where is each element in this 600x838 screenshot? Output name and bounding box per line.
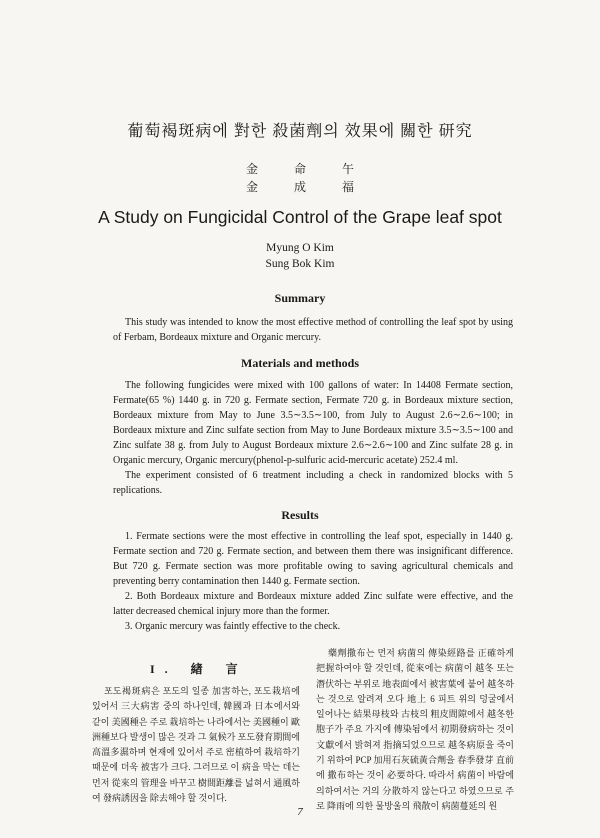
- page-number: 7: [297, 806, 303, 818]
- korean-title: 葡萄褐斑病에 對한 殺菌劑의 效果에 關한 研究: [127, 123, 473, 140]
- result-item: 2. Both Bordeaux mixture and Bordeaux mixture added Zinc sulfate were effective, and the latter decreased chemical injury more than the former.: [113, 591, 513, 617]
- korean-author-1: [0, 160, 600, 178]
- english-authors: [0, 240, 600, 272]
- result-item: 3. Organic mercury was faintly effective to the check.: [125, 621, 341, 632]
- intro-paragraph: 藥劑撒布는 먼저 病菌의 傳染經路를 正確하게 把握하여야 할 것인데, 從來에는 病菌이 越冬 또는 潛伏하는 부위로 地表面에서 被害葉에 붙어 越冬하는 것으로 알려져 오다 地上 6 피트 위의 덩굴에서 일어나는 結果母枝와 古枝의 粗皮間隙에서 越冬한 胞子가 주요 가지에 傳染됨에서 初期發病하는 것이 文獻에서 밝혀져 指摘되었으므로 越冬病原을 죽이기 위하여 PCP 加用石灰硫黃合劑을 春季發芽 直前에 撒布하는 것이 必要하다. 따라서 病菌이 바람에 의하여서는 거의 分散하지 않는다고 하였으므로 주로 降雨에 의한 물방울의 飛散이 病菌蔓延의 원: [316, 648, 514, 811]
- results-heading: Results: [281, 508, 319, 522]
- materials-paragraph: The experiment consisted of 6 treatment including a check in randomized blocks with 5 replications.: [113, 470, 513, 496]
- intro-right-column: [316, 646, 514, 814]
- summary-paragraph: This study was intended to know the most effective method of controlling the leaf spot by using of Ferbam, Bordeaux mixture and Organic mercury.: [113, 317, 513, 343]
- author-name: Sung Bok Kim: [265, 258, 335, 270]
- english-title: A Study on Fungicidal Control of the Grape leaf spot: [98, 207, 502, 227]
- korean-author-2: [0, 178, 600, 196]
- intro-paragraph: 포도褐斑病은 포도의 일종 加害하는, 포도栽培에 있어서 三大病害 중의 하나인데, 韓國과 日本에서와 같이 美國種은 주로 栽培하는 나라에서는 美國種이 歐洲種보다 발생이 많은 것과 그 氣候가 포도發育期間에 高溫多濕하며 현재에 있어서 주로 密植하여 栽培하기 때문에 더욱 被害가 크다. 그러므로 이 病을 막는 데는 먼저 從來의 管理을 바꾸고 樹間距離를 넓혀서 通風하여 發病誘因을 除去해야 할 것이다.: [92, 686, 300, 804]
- author-char: 福: [342, 180, 355, 194]
- materials-text: [113, 378, 513, 498]
- intro-heading: I. 緖 言: [150, 662, 248, 676]
- author-char: 金: [245, 162, 258, 176]
- intro-left-column: [92, 684, 300, 806]
- author-char: 午: [342, 162, 355, 176]
- korean-authors: [0, 160, 600, 196]
- author-name: Myung O Kim: [266, 242, 334, 254]
- result-item: 1. Fermate sections were the most effective in controlling the leaf spot, especially in 1440 g. Fermate section and 720 g. Fermate section, and between them there was insignificant difference. But 720 g. Fermate section was more profitable owing to saving agricultural chemicals and preventing berry contamination then 1440 g. Fermate section.: [113, 531, 513, 587]
- materials-heading: Materials and methods: [241, 356, 359, 370]
- author-char: 命: [293, 162, 306, 176]
- materials-paragraph: The following fungicides were mixed with 100 gallons of water: In 14408 Fermate section, Fermate(65 %) 1440 g. in 720 g. Fermate section, Fermate 720 g. in Bordeaux mixture section, Bordeaux mixture from May to June 3.5∼3.5∼100, from July to August 2.6∼2.6∼100; in Bordeaux mixture and Zinc sulfate section from May to June Bordeaux mixture 3.5∼3.5∼100 and Zinc sulfate 38 g. from July to August Bordeaux mixture 2.6∼2.6∼100 and Zinc sulfate 28 g. in Organic mercury, Organic mercury(phenol-p-sulfuric acid-mercuric acetate) 252.4 ml.: [113, 380, 513, 466]
- results-text: [113, 529, 513, 634]
- summary-text: [113, 315, 513, 345]
- summary-heading: Summary: [274, 291, 326, 305]
- author-char: 金: [245, 180, 258, 194]
- author-char: 成: [293, 180, 306, 194]
